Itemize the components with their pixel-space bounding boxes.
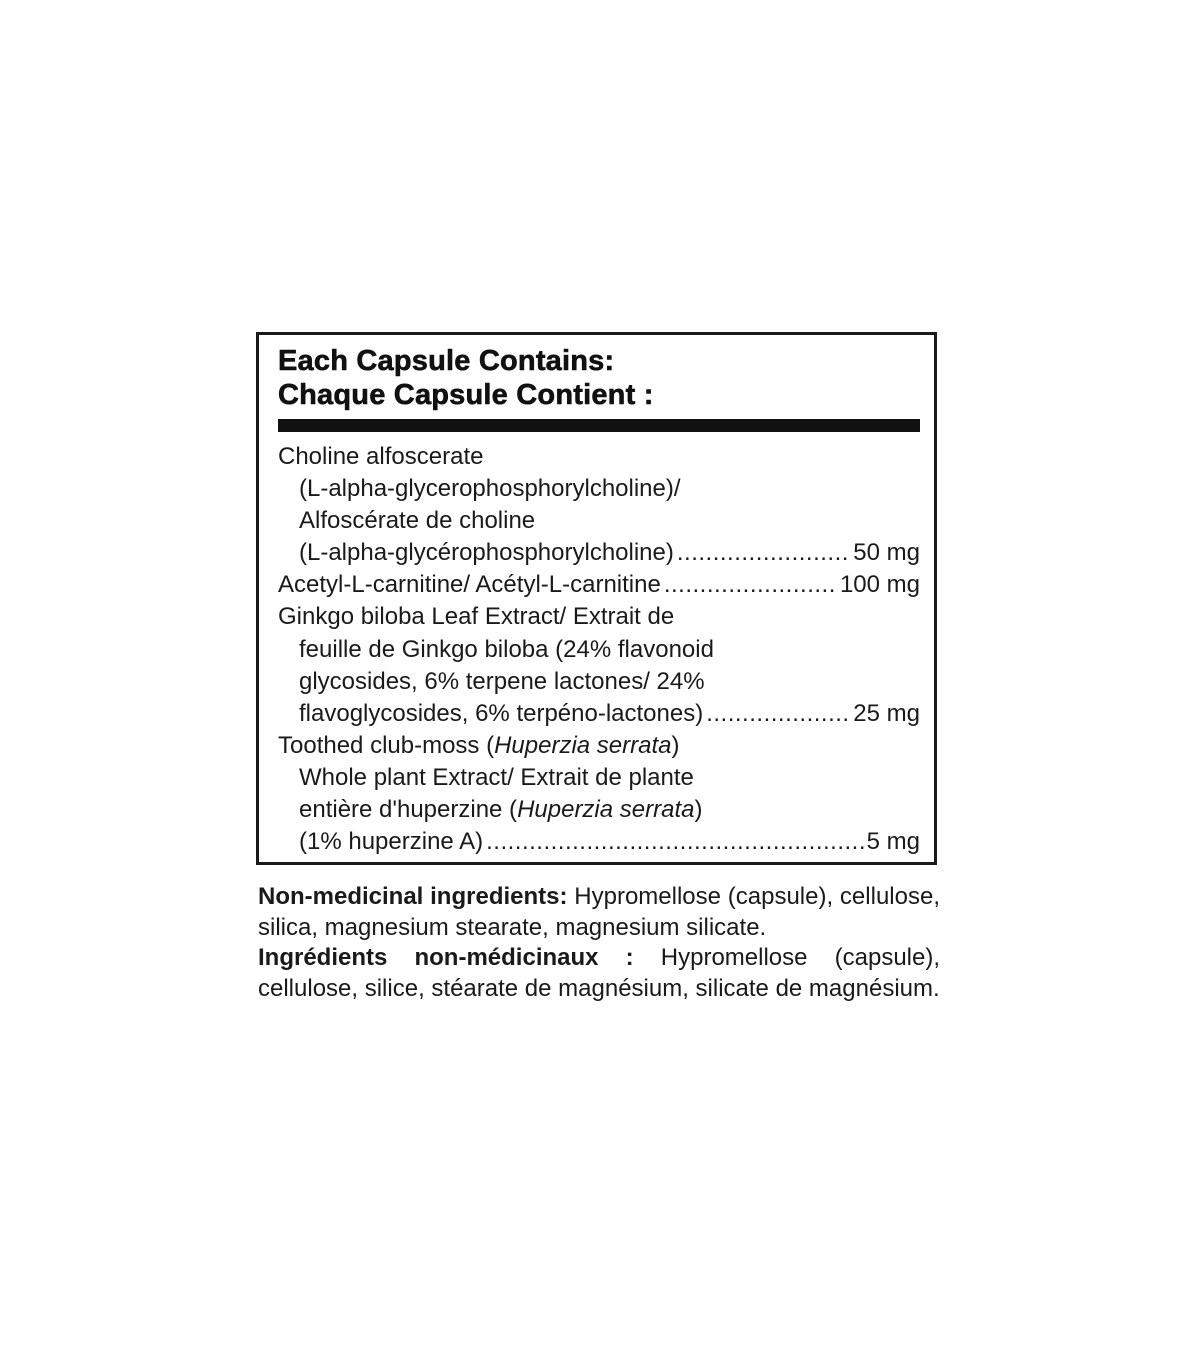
ingredient-detail: feuille de Ginkgo biloba (24% flavonoid bbox=[299, 635, 714, 663]
ingredient-detail bbox=[278, 794, 920, 826]
latin-name: Huperzia serrata bbox=[494, 731, 672, 759]
ingredient-detail: glycosides, 6% terpene lactones/ 24% bbox=[299, 667, 705, 695]
heading-english: Each Capsule Contains: bbox=[278, 345, 615, 377]
leader-dots bbox=[486, 826, 864, 858]
non-medicinal-label: Non-medicinal ingredients: bbox=[258, 883, 568, 910]
non-medicinal-english bbox=[258, 882, 940, 943]
ingredient-amount: 5 mg bbox=[866, 828, 920, 856]
latin-name: Huperzia serrata bbox=[517, 796, 695, 824]
ingredient-amount-row bbox=[278, 826, 920, 858]
ingredient-detail: (1% huperzine A) bbox=[299, 828, 484, 856]
ingredient-amount: 25 mg bbox=[853, 699, 920, 727]
detail-text: ) bbox=[694, 796, 703, 824]
non-medicinal-text: Hypromellose (capsule), cellulose, silica, magnesium stearate, magnesium silicate. bbox=[258, 883, 940, 941]
ingredient-amount: 100 mg bbox=[839, 571, 920, 599]
ingredient-name bbox=[278, 730, 920, 762]
heading-rule bbox=[278, 419, 920, 432]
ingredient-amount-row bbox=[278, 569, 920, 601]
ingredient-detail: flavoglycosides, 6% terpéno-lactones) bbox=[299, 699, 704, 727]
ingredient-amount-row bbox=[278, 537, 920, 569]
ingredient-detail: (L-alpha-glycérophosphorylcholine) bbox=[299, 539, 674, 567]
name-text: ) bbox=[671, 731, 680, 759]
non-medicinal-french bbox=[258, 943, 940, 1004]
ingredient-name: Acetyl-L-carnitine/ Acétyl-L-carnitine bbox=[278, 571, 661, 599]
non-medicinal-label: Ingrédients non-médicinaux : bbox=[258, 944, 634, 972]
ingredient-detail: Whole plant Extract/ Extrait de plante bbox=[299, 763, 694, 791]
leader-dots bbox=[706, 698, 850, 730]
ingredient-detail: Alfoscérate de choline bbox=[299, 507, 536, 535]
ingredient-name: Choline alfoscerate bbox=[278, 443, 484, 470]
supplement-facts-panel bbox=[256, 332, 937, 865]
leader-dots bbox=[677, 537, 850, 569]
ingredient-amount-row bbox=[278, 698, 920, 730]
non-medicinal-text: Hypromellose (capsule), cellulose, silice, stéarate de magnésium, silicate de magnésium. bbox=[258, 944, 940, 1002]
leader-dots bbox=[664, 569, 837, 601]
detail-text: entière d'huperzine ( bbox=[299, 796, 518, 824]
ingredient-name: Ginkgo biloba Leaf Extract/ Extrait de bbox=[278, 603, 675, 631]
panel-heading bbox=[278, 344, 654, 412]
heading-french: Chaque Capsule Contient : bbox=[278, 379, 654, 411]
ingredient-amount: 50 mg bbox=[853, 539, 920, 567]
ingredient-list bbox=[278, 441, 920, 858]
ingredient-detail: (L-alpha-glycerophosphorylcholine)/ bbox=[299, 475, 681, 503]
name-text: Toothed club-moss ( bbox=[278, 731, 495, 759]
non-medicinal-notes bbox=[258, 882, 940, 1004]
